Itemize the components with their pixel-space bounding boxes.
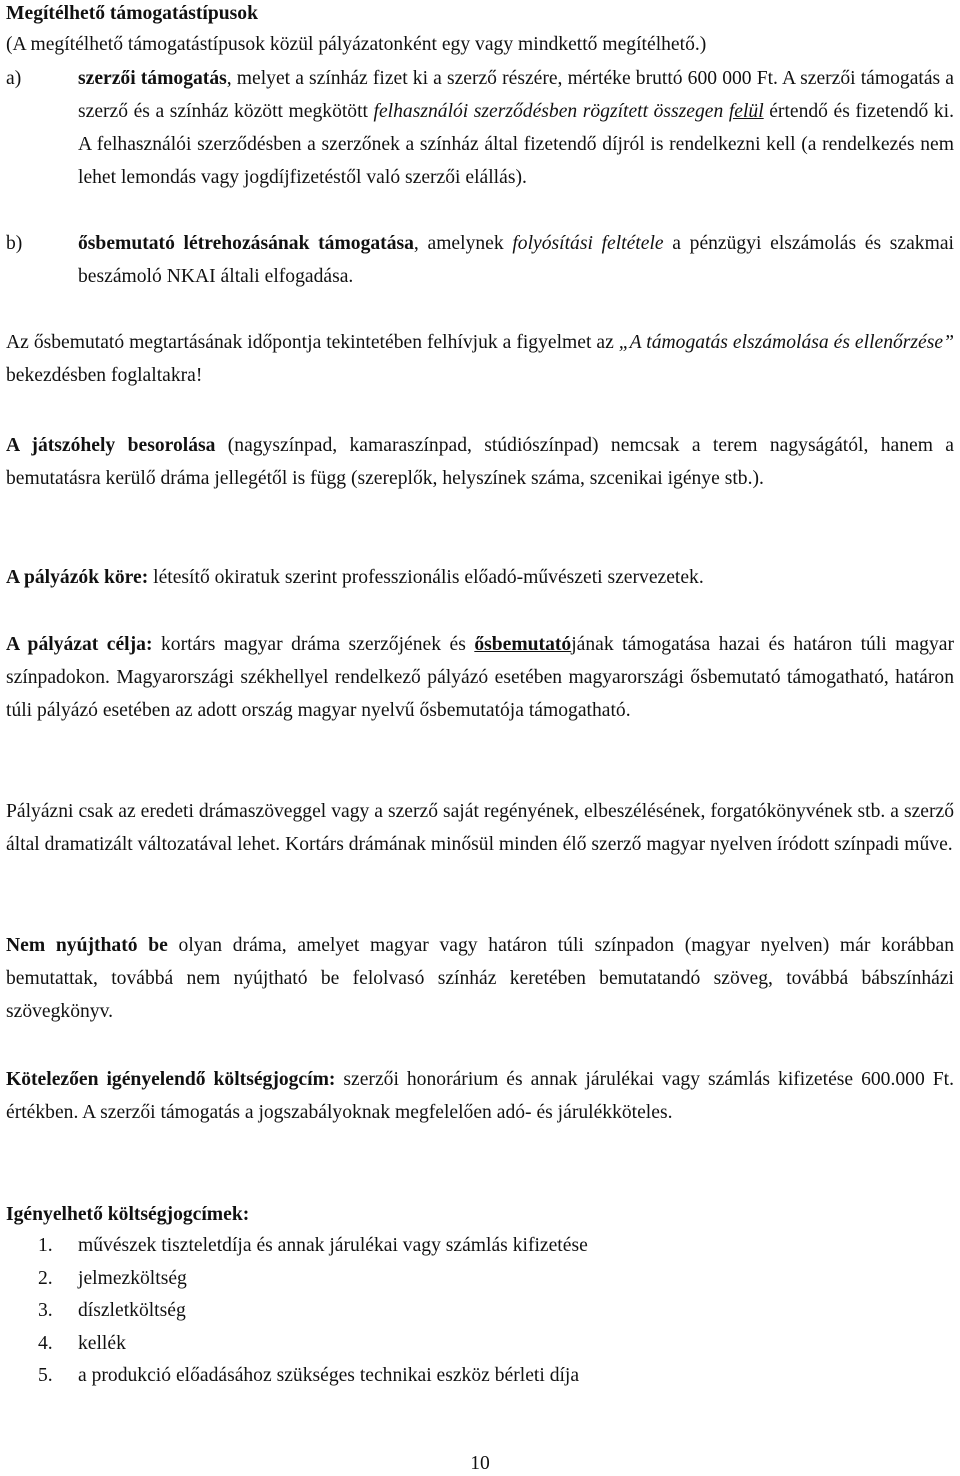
support-type-b-title: ősbemutató létrehozásának támogatása: [78, 233, 414, 254]
applicants-paragraph: [6, 561, 954, 594]
text-run: a pénzügyi elszámolás és szakmai beszámoló NKAI általi elfogadása.: [78, 233, 954, 287]
list-number: 4.: [38, 1332, 53, 1354]
text-run-italic-underline: felül: [728, 101, 764, 122]
goal-paragraph: [6, 628, 954, 727]
text-run-bold: A játszóhely besorolása: [6, 435, 216, 456]
support-type-b: [6, 227, 954, 293]
list-marker: a): [6, 68, 22, 89]
excluded-paragraph: [6, 929, 954, 1028]
list-item-text: művészek tiszteletdíja és annak járulékai vagy számlás kifizetése: [78, 1235, 588, 1256]
list-item-text: díszletköltség: [78, 1300, 186, 1321]
text-run: Pályázni csak az eredeti drámaszöveggel vagy a szerző saját regényének, elbeszélésének, forgatókönyvének stb. a szerző által dramatizált változatával lehet. Kortárs drámának minősül minden élő szerző magyar nyelven íródott színpadi műve.: [6, 801, 954, 855]
text-run: bekezdésben foglaltakra!: [6, 365, 203, 386]
text-run-bold: Nem nyújtható be: [6, 935, 168, 956]
text-run-bold-underline: ősbemutató: [474, 634, 572, 655]
eligible-costs-heading: Igényelhető költségjogcímek:: [6, 1204, 250, 1225]
list-item-text: kellék: [78, 1332, 126, 1354]
text-run: szerzői honorárium és annak járulékai vagy számlás kifizetése 600.000 Ft. értékben. A szerzői támogatás a jogszabályoknak megfelelően adó- és járulékköteles.: [6, 1069, 954, 1123]
support-type-a-title: szerzői támogatás: [78, 68, 227, 89]
list-number: 5.: [38, 1365, 53, 1386]
support-type-a-text: [78, 62, 954, 194]
text-run: , amelynek: [413, 233, 513, 254]
list-item-text: a produkció előadásához szükséges technikai eszköz bérleti díja: [78, 1365, 580, 1386]
section-subheading: (A megítélhető támogatástípusok közül pályázatonként egy vagy mindkettő megítélhető.): [6, 34, 707, 55]
premiere-notice-paragraph: [6, 326, 954, 392]
text-run: jának támogatása hazai és határon túli magyar színpadokon. Magyarországi székhellyel rendelkező pályázó esetében magyarországi ősbemutató támogatható, határon túli pályázó esetében az adott ország magyar nyelvű ősbemutatója támogatható.: [6, 634, 954, 721]
text-run: (nagyszínpad, kamaraszínpad, stúdiószínpad) nemcsak a terem nagyságától, hanem a bemutatásra kerülő dráma jellegétől is függ (szereplők, helyszínek száma, szcenikai igénye stb.).: [6, 435, 954, 489]
list-number: 2.: [38, 1267, 53, 1289]
text-run: Az ősbemutató megtartásának időpontja tekintetében felhívjuk a figyelmet az: [6, 332, 619, 353]
venue-classification-paragraph: [6, 429, 954, 495]
text-run-italic: felhasználói szerződésben rögzített összegen: [373, 101, 729, 122]
support-type-b-text: [78, 227, 954, 293]
text-run: létesítő okiratuk szerint professzionális előadó-művészeti szervezetek.: [148, 567, 704, 588]
list-number: 3.: [38, 1300, 53, 1321]
mandatory-cost-paragraph: [6, 1063, 954, 1129]
text-run: olyan dráma, amelyet magyar vagy határon túli színpadon (magyar nyelven) már korábban bemutattak, továbbá nem nyújtható be felolvasó színház keretében bemutatandó szöveg, továbbá bábszínházi szövegkönyv.: [6, 935, 954, 1022]
eligible-text-paragraph: [6, 795, 954, 861]
list-item-text: jelmezköltség: [78, 1267, 187, 1289]
support-type-a: [6, 62, 954, 194]
text-run-bold: A pályázat célja:: [6, 634, 153, 655]
text-run-bold: A pályázók köre:: [6, 567, 149, 588]
text-run: kortárs magyar dráma szerzőjének és: [152, 634, 475, 655]
list-number: 1.: [38, 1235, 53, 1256]
text-run: értendő és fizetendő ki. A felhasználói szerződésben a szerzőnek a színház által fizetendő díjról is rendelkezni kell (a rendelkezés nem lehet lemondás vagy jogdíjfizetéstől való szerzői elállás).: [78, 101, 954, 188]
text-run-italic: „A támogatás elszámolása és ellenőrzése”: [618, 332, 954, 353]
text-run: , melyet a színház fizet ki a szerző részére, mértéke bruttó 600 000 Ft. A szerzői támogatás a szerző és a színház között megkötött: [78, 68, 954, 122]
text-run-italic: folyósítási feltétele: [512, 233, 664, 254]
page-number: 10: [470, 1453, 490, 1474]
section-heading: Megítélhető támogatástípusok: [6, 3, 258, 24]
text-run-bold: Kötelezően igényelendő költségjogcím:: [6, 1069, 336, 1090]
list-marker: b): [6, 233, 23, 254]
